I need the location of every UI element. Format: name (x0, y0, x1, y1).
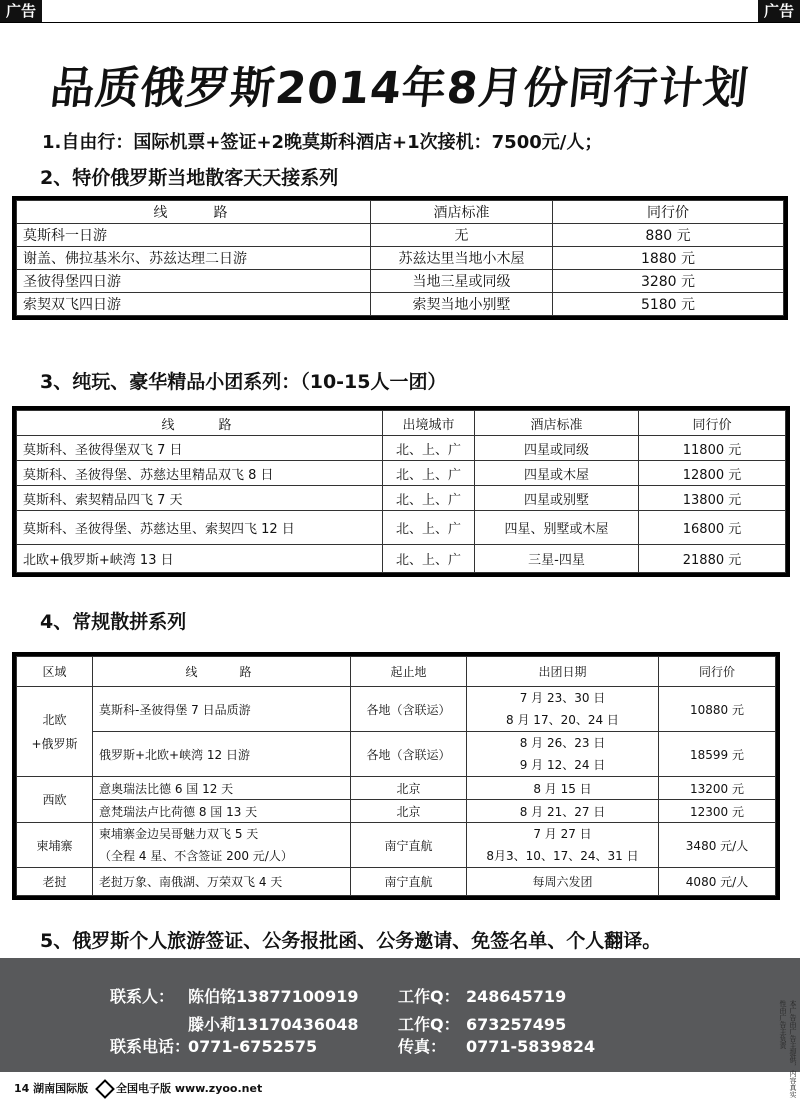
city-cell: 北、上、广 (383, 511, 475, 545)
contact-person-1: 陈伯铭13877100919 (188, 987, 359, 1006)
price-cell: 5180 元 (553, 293, 784, 316)
table-row (17, 270, 784, 293)
dates-cell: 8 月 21、27 日 (467, 800, 659, 823)
table-row (17, 823, 776, 868)
region-cell: 北欧 +俄罗斯 (17, 687, 93, 777)
ad-label-left: 广告 (0, 0, 42, 22)
table-row (17, 486, 786, 511)
table-row (17, 732, 776, 777)
route-cell: 莫斯科、圣彼得堡双飞 7 日 (17, 436, 383, 461)
free-travel-offer: 1.自由行：国际机票+签证+2晚莫斯科酒店+1次接机：7500元/人； (42, 132, 603, 153)
route-cell: 意奥瑞法比德 6 国 12 天 (93, 777, 351, 800)
route-cell: 莫斯科、圣彼得堡、苏慈达里、索契四飞 12 日 (17, 511, 383, 545)
hotel-cell: 三星-四星 (475, 545, 639, 573)
contact-person-label: 联系人： (110, 987, 175, 1006)
from-cell: 北京 (351, 777, 467, 800)
col-header: 线 路 (17, 411, 383, 436)
table-row (17, 293, 784, 316)
date-line: 9 月 12、24 日 (519, 758, 606, 772)
col-header: 起止地 (351, 657, 467, 687)
date-line: 8 月 26、23 日 (519, 736, 606, 750)
col-header: 同行价 (639, 411, 786, 436)
price-cell: 10880 元 (659, 687, 776, 732)
table-row (17, 247, 784, 270)
from-cell: 南宁直航 (351, 823, 467, 868)
hotel-cell: 索契当地小别墅 (371, 293, 553, 316)
from-cell: 南宁直航 (351, 868, 467, 896)
col-header: 线 路 (93, 657, 351, 687)
contact-row-1 (110, 984, 566, 1007)
route-cell: 意梵瑞法卢比荷德 8 国 13 天 (93, 800, 351, 823)
date-line: 8月3、10、17、24、31 日 (486, 849, 639, 863)
section2-heading: 2、特价俄罗斯当地散客天天接系列 (40, 167, 339, 189)
date-line: 7 月 27 日 (533, 827, 592, 841)
section3-table (12, 406, 790, 577)
hotel-cell: 四星或木屋 (475, 461, 639, 486)
city-cell: 北、上、广 (383, 436, 475, 461)
price-cell: 16800 元 (639, 511, 786, 545)
site-url[interactable]: www.zyoo.net (174, 1082, 263, 1095)
dates-cell (467, 732, 659, 777)
section4-heading: 4、常规散拼系列 (40, 611, 187, 633)
region-cell: 柬埔寨 (17, 823, 93, 868)
phone-number: 0771-6752575 (188, 1037, 318, 1056)
page-footer (14, 1080, 262, 1096)
page-number: 14 (14, 1082, 30, 1095)
contact-row-2 (110, 1012, 566, 1035)
price-cell: 880 元 (553, 224, 784, 247)
brand-name: 全国电子版 (116, 1082, 171, 1095)
route-cell: 谢盖、佛拉基米尔、苏兹达理二日游 (17, 247, 371, 270)
table-row (17, 868, 776, 896)
price-cell: 18599 元 (659, 732, 776, 777)
hotel-cell: 四星、别墅或木屋 (475, 511, 639, 545)
col-header: 区域 (17, 657, 93, 687)
side-disclaimer: 本广告由广告主提供，内容真实性由广告主负责 (779, 1000, 797, 1098)
date-line: 7 月 23、30 日 (519, 691, 606, 705)
work-qq-label: 工作Q： (398, 1015, 460, 1034)
dates-cell: 8 月 15 日 (467, 777, 659, 800)
table-header-row (17, 411, 786, 436)
from-cell: 北京 (351, 800, 467, 823)
col-header: 出团日期 (467, 657, 659, 687)
hotel-cell: 苏兹达里当地小木屋 (371, 247, 553, 270)
dates-cell: 每周六发团 (467, 868, 659, 896)
section5-visa-services: 5、俄罗斯个人旅游签证、公务报批函、公务邀请、免签名单、个人翻译。 (40, 930, 662, 952)
top-rule (0, 22, 800, 23)
from-cell: 各地（含联运） (351, 687, 467, 732)
col-header: 同行价 (659, 657, 776, 687)
table-row (17, 224, 784, 247)
contact-person-2: 滕小莉13170436048 (188, 1015, 359, 1034)
section4-table (12, 652, 780, 900)
table-header-row (17, 657, 776, 687)
price-cell: 13800 元 (639, 486, 786, 511)
route-cell: 莫斯科一日游 (17, 224, 371, 247)
ad-label-right: 广告 (758, 0, 800, 22)
edition-name: 湖南国际版 (33, 1082, 89, 1095)
hotel-cell: 无 (371, 224, 553, 247)
date-line: 8 月 17、20、24 日 (506, 713, 619, 727)
price-cell: 3280 元 (553, 270, 784, 293)
table-header-row (17, 201, 784, 224)
work-qq-1: 248645719 (466, 987, 567, 1006)
route-cell: 索契双飞四日游 (17, 293, 371, 316)
fax-number: 0771-5839824 (466, 1037, 596, 1056)
price-cell: 13200 元 (659, 777, 776, 800)
price-cell: 11800 元 (639, 436, 786, 461)
route-cell: 柬埔寨金边吴哥魅力双飞 5 天 （全程 4 星、不含签证 200 元/人） (93, 823, 351, 868)
table-row (17, 436, 786, 461)
region-cell: 老挝 (17, 868, 93, 896)
price-cell: 1880 元 (553, 247, 784, 270)
dates-cell (467, 823, 659, 868)
dates-cell (467, 687, 659, 732)
col-header: 酒店标准 (371, 201, 553, 224)
section3-heading: 3、纯玩、豪华精品小团系列：（10-15人一团） (40, 371, 447, 393)
hotel-cell: 当地三星或同级 (371, 270, 553, 293)
table-row (17, 687, 776, 732)
route-cell: 莫斯科-圣彼得堡 7 日品质游 (93, 687, 351, 732)
price-cell: 12300 元 (659, 800, 776, 823)
fax-label: 传真： (398, 1037, 447, 1056)
route-cell: 圣彼得堡四日游 (17, 270, 371, 293)
col-header: 出境城市 (383, 411, 475, 436)
table-row (17, 777, 776, 800)
hotel-cell: 四星或同级 (475, 436, 639, 461)
table-row (17, 511, 786, 545)
col-header: 酒店标准 (475, 411, 639, 436)
route-cell: 莫斯科、索契精品四飞 7 天 (17, 486, 383, 511)
region-cell: 西欧 (17, 777, 93, 823)
brand-logo-icon (95, 1079, 115, 1099)
route-cell: 莫斯科、圣彼得堡、苏慈达里精品双飞 8 日 (17, 461, 383, 486)
page-title: 品质俄罗斯2014年8月份同行计划 (47, 63, 752, 114)
table-row (17, 800, 776, 823)
section2-table (12, 196, 788, 320)
price-cell: 4080 元/人 (659, 868, 776, 896)
route-cell: 老挝万象、南俄湖、万荣双飞 4 天 (93, 868, 351, 896)
hotel-cell: 四星或别墅 (475, 486, 639, 511)
price-cell: 3480 元/人 (659, 823, 776, 868)
route-cell: 俄罗斯+北欧+峡湾 12 日游 (93, 732, 351, 777)
table-row (17, 461, 786, 486)
col-header: 同行价 (553, 201, 784, 224)
contact-panel (0, 958, 800, 1072)
phone-label: 联系电话： (110, 1037, 191, 1056)
work-qq-label: 工作Q： (398, 987, 460, 1006)
table-row (17, 545, 786, 573)
work-qq-2: 673257495 (466, 1015, 567, 1034)
price-cell: 21880 元 (639, 545, 786, 573)
col-header: 线 路 (17, 201, 371, 224)
from-cell: 各地（含联运） (351, 732, 467, 777)
city-cell: 北、上、广 (383, 486, 475, 511)
city-cell: 北、上、广 (383, 545, 475, 573)
city-cell: 北、上、广 (383, 461, 475, 486)
route-cell: 北欧+俄罗斯+峡湾 13 日 (17, 545, 383, 573)
contact-row-3 (110, 1034, 595, 1057)
price-cell: 12800 元 (639, 461, 786, 486)
